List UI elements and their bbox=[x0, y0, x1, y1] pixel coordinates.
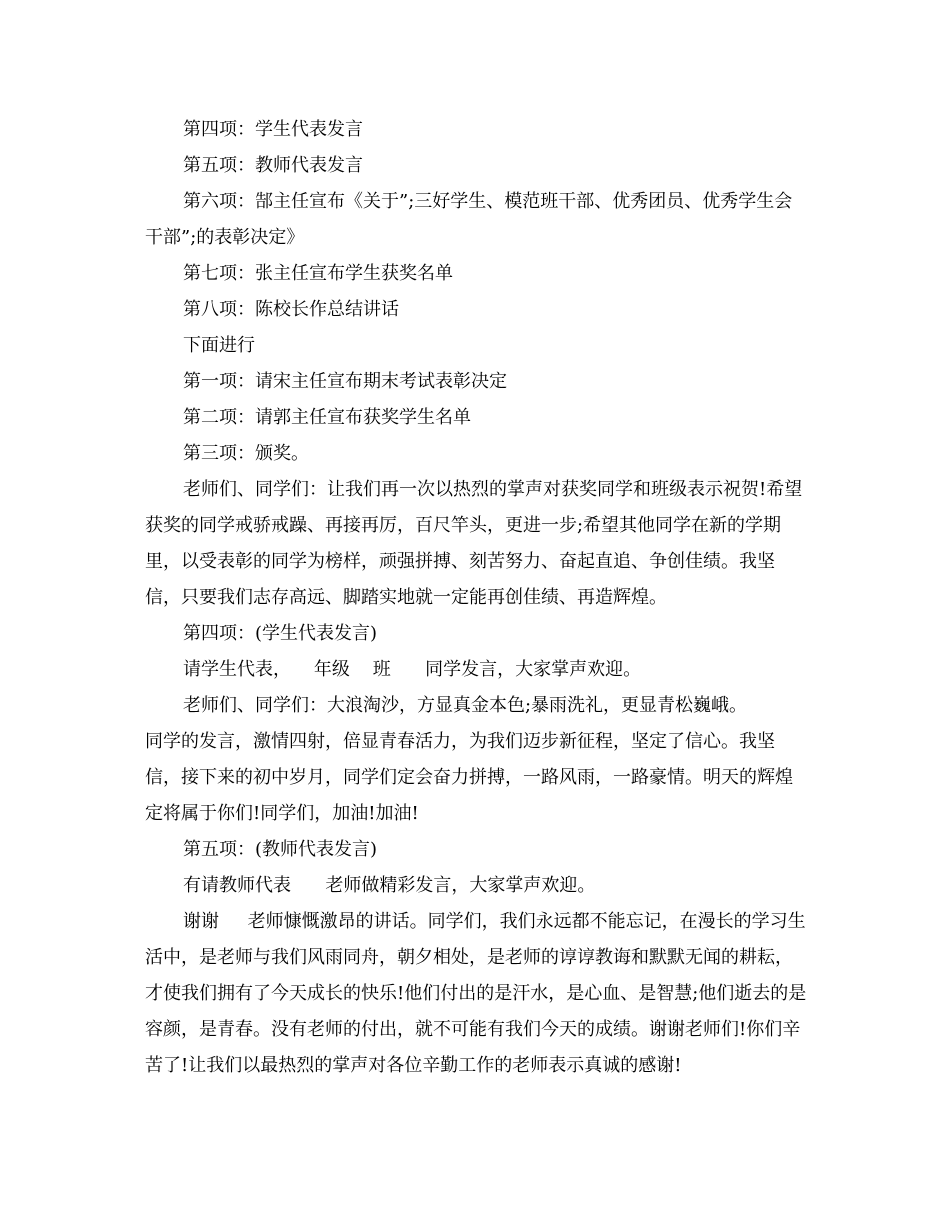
paragraph-student-response: 老师们、同学们：大浪淘沙，方显真金本色;暴雨洗礼，更显青松巍峨。 bbox=[183, 695, 748, 716]
paragraph-step-1: 第一项：请宋主任宣布期末考试表彰决定 bbox=[183, 371, 507, 392]
paragraph-item-8-summary: 第八项：陈校长作总结讲话 bbox=[183, 299, 399, 320]
paragraph-step-4-heading: 第四项：(学生代表发言) bbox=[183, 623, 378, 644]
paragraph-step-2: 第二项：请郭主任宣布获奖学生名单 bbox=[183, 407, 471, 428]
paragraph-teacher-invite: 有请教师代表 老师做精彩发言，大家掌声欢迎。 bbox=[183, 875, 596, 896]
paragraph-item-6-commendation: 第六项：郜主任宣布《关于”;三好学生、模范班干部、优秀团员、优秀学生会干部”;的表彰决定》 bbox=[145, 191, 793, 248]
document-body bbox=[145, 112, 810, 1084]
paragraph-teacher-thanks: 谢谢 老师慷慨激昂的讲话。同学们，我们永远都不能忘记，在漫长的学习生活中，是老师与我们风雨同舟，朝夕相处，是老师的谆谆教诲和默默无闻的耕耘，才使我们拥有了今天成长的快乐!他们付出的是汗水，是心血、是智慧;他们逝去的是容颜，是青春。没有老师的付出，就不可能有我们今天的成绩。谢谢老师们!你们辛苦了!让我们以最热烈的掌声对各位辛勤工作的老师表示真诚的感谢! bbox=[145, 911, 807, 1076]
paragraph-proceed: 下面进行 bbox=[183, 335, 255, 356]
paragraph-step-5-heading: 第五项：(教师代表发言) bbox=[183, 839, 378, 860]
paragraph-item-5-speech: 第五项：教师代表发言 bbox=[183, 155, 363, 176]
paragraph-item-7-award-list: 第七项：张主任宣布学生获奖名单 bbox=[183, 263, 453, 284]
paragraph-congratulations: 老师们、同学们：让我们再一次以热烈的掌声对获奖同学和班级表示祝贺!希望获奖的同学戒骄戒躁、再接再厉，百尺竿头，更进一步;希望其他同学在新的学期里，以受表彰的同学为榜样，顽强拼搏、刻苦努力、奋起直追、争创佳绩。我坚信，只要我们志存高远、脚踏实地就一定能再创佳绩、再造辉煌。 bbox=[145, 479, 803, 608]
paragraph-item-4-speech: 第四项：学生代表发言 bbox=[183, 119, 363, 140]
paragraph-step-3: 第三项：颁奖。 bbox=[183, 443, 309, 464]
paragraph-student-response-continued: 同学的发言，激情四射，倍显青春活力，为我们迈步新征程，坚定了信心。我坚信，接下来的初中岁月，同学们定会奋力拼搏，一路风雨，一路豪情。明天的辉煌定将属于你们!同学们，加油!加油! bbox=[145, 731, 793, 824]
paragraph-student-invite: 请学生代表， 年级 班 同学发言，大家掌声欢迎。 bbox=[183, 659, 642, 680]
